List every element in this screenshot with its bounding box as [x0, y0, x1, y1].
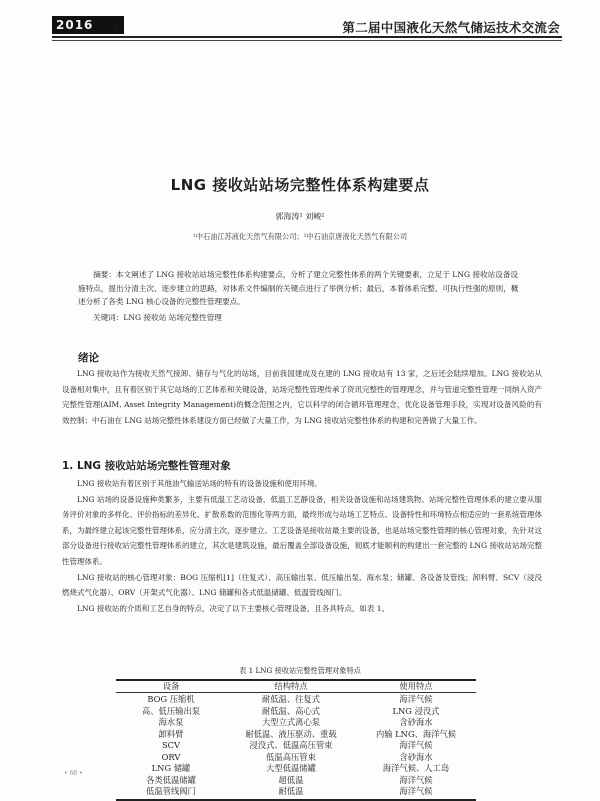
intro-paragraph — [62, 366, 542, 428]
header-mark: 上 海 — [112, 18, 119, 34]
table-row — [116, 775, 476, 785]
year-badge: 2016 — [52, 16, 124, 34]
table-row — [116, 740, 476, 750]
table-row — [116, 752, 476, 762]
table-cell: 耐低温、高心式 — [261, 705, 321, 716]
page-footer: • 68 • — [64, 770, 83, 777]
table-row — [116, 717, 476, 727]
paper-title: LNG 接收站站场完整性体系构建要点 — [170, 176, 430, 194]
table-cell: LNG 储罐 — [151, 763, 191, 773]
table-row — [116, 786, 476, 796]
conference-title: 第二届中国液化天然气储运技术交流会 — [342, 20, 560, 35]
section-heading-1: 1. LNG 接收站站场完整性管理对象 — [62, 460, 231, 472]
table-cell: 大型立式离心泵 — [261, 717, 321, 727]
table-cell: 低温管线阀门 — [146, 786, 196, 796]
table-cell: 低温高压管束 — [266, 751, 316, 762]
keywords: 关键词：LNG 接收站 站场完整性管理 — [93, 313, 222, 322]
table-header-cell: 使用特点 — [399, 681, 433, 691]
header-rule-thin — [52, 40, 562, 41]
table-cell: SCV — [161, 740, 181, 750]
table-rule-bottom — [116, 799, 476, 801]
table-cell: 海洋气候 — [399, 694, 433, 704]
table-cell: ORV — [161, 751, 181, 762]
table-row — [116, 729, 476, 739]
table-cell: LNG 浸没式 — [392, 705, 440, 716]
table-cell: 含砂海水 — [399, 751, 433, 762]
s1-paragraph-1: LNG 接收站有着区别于其他油气输送站场的特有的设备设施和使用环境。 — [77, 479, 322, 488]
table-cell: 含砂海水 — [399, 717, 433, 727]
table-cell: 卸料臂 — [158, 728, 184, 739]
table-cell: 耐低温 — [278, 786, 304, 796]
table-cell: 海洋气候 — [399, 740, 433, 750]
table-header-row — [116, 681, 476, 691]
table-cell: 耐低温、往复式 — [261, 694, 321, 704]
authors: 郭海涛¹ 刘峻² — [275, 212, 325, 221]
s1-paragraph-2: LNG 站场的设备设施种类繁多，主要有低温工艺动设备、低温工艺静设备，相关设备设施和站场建筑物。站场完整性管理体系的建立要从服务评价对象的多样化、评价指标的差异化、扩散系数的范围化等两方面，最终形成与站场工艺特点、设备特性和环境特点相适应的一套系统管理体系，为最终建立起该完整性管理体系，应分清主次，逐步建立。工艺设备是接收站最主要的设备，也是站场完整性管理的核心管理对象，先针对这部分设备进行接收站完整性管理体系的建立，其次是建筑设施，最后覆盖全部设备设施，彻底才能顺利的构建出一套完整的 LNG 接收站站场完整性管理体系。 — [62, 494, 542, 566]
table-cell: BOG 压缩机 — [147, 694, 195, 704]
s1-paragraph-3: LNG 接收站的核心管理对象：BOG 压缩机[1]（往复式）、高压输出泵、低压输出泵、海水泵；储罐、各设备及管线；卸料臂、SCV（浸没燃烧式气化器）、ORV（开架式气化器）、LNG 储罐和各式低温储罐、低温管线阀门。 — [62, 572, 542, 598]
table-cell: 海洋气候 — [399, 774, 433, 785]
table-row — [116, 694, 476, 704]
table-cell: 内输 LNG、海洋气候 — [375, 728, 457, 739]
table-header-cell: 结构特点 — [274, 681, 308, 691]
table-cell: 各类低温储罐 — [146, 774, 196, 785]
table-caption: 表 1 LNG 接收站完整性管理对象特点 — [239, 666, 361, 675]
table-cell: 海洋气候 — [399, 786, 433, 796]
affiliation: ¹中石油江苏液化天然气有限公司；²中石油京唐液化天然气有限公司 — [192, 232, 408, 241]
running-header — [0, 6, 600, 36]
table-row — [116, 763, 476, 773]
table-cell: 海水泵 — [158, 717, 184, 727]
table-cell: 高、低压输出泵 — [141, 705, 201, 716]
table-cell: 大型低温储罐 — [266, 763, 316, 773]
table-row — [116, 706, 476, 716]
intro-text: LNG 接收站作为接收天然气接卸、储存与气化的站场，目前我国建成及在建的 LNG 接收站有 13 家，之后还会陆续增加。LNG 接收站从设备相对集中，且有着区别于其它站场的工艺体系和关键设备，站场完整性管理传承了资讯完整性的管理理念，并与管道完整性管理一同纳入资产完整性管理(AIM, Asset Integrity Management)的概念范围之内，它以科学的闭合循环管理理念，优化设备管理手段，实现对设备风险的有效控制；中石油在 LNG 站场完整性体系建设方面已经做了大量工作，为 LNG 接收站完整性体系的构建和完善做了大量工作。 — [62, 369, 542, 425]
table-header-cell: 设备 — [162, 681, 180, 691]
section-heading-intro: 绪论 — [78, 352, 99, 364]
table-cell: 海洋气候、人工岛 — [382, 763, 450, 773]
table-cell: 超低温 — [278, 774, 304, 785]
table-rule-mid — [116, 692, 476, 693]
s1-paragraph-4: LNG 接收站的介质和工艺自身的特点，决定了以下主要核心管理设备，且各具特点，如表 1。 — [77, 603, 390, 613]
table-cell: 耐低温、液压驱动、重载 — [245, 728, 337, 739]
table-cell: 浸没式、低温高压管束 — [249, 740, 333, 750]
section-1-body — [62, 476, 542, 616]
header-rule — [52, 36, 562, 38]
abstract: 摘要：本文阐述了 LNG 接收站站场完整性体系构建要点，分析了建立完整性体系的两个关键要素，立足于 LNG 接收站设备设施特点，提出分清主次、逐步建立的思路，对体系文件编制的关键点进行了举例分析；最后，本着体系完整、可执行性强的原则，概述分析了各类 LNG 核心设备的完整性管理要点。 — [78, 270, 519, 306]
